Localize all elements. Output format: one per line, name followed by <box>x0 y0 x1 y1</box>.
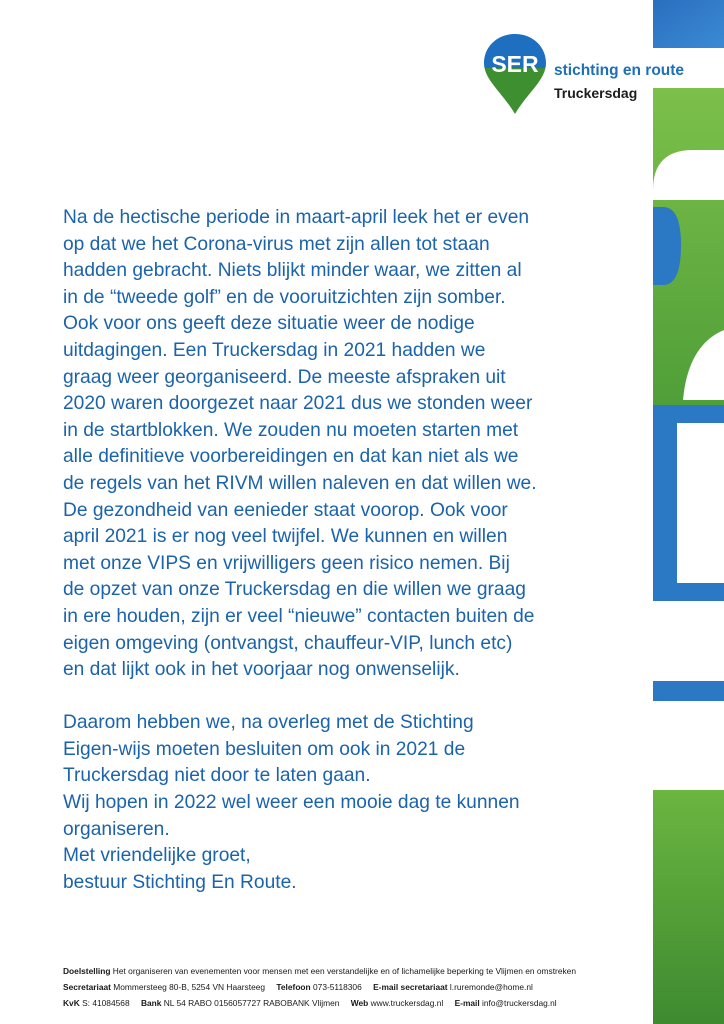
footer-label: Telefoon <box>276 982 311 992</box>
logo-title: stichting en route <box>554 62 685 79</box>
text-line: graag weer georganiseerd. De meeste afspraken uit <box>63 366 506 388</box>
map-pin-logo-icon <box>482 32 548 116</box>
footer-label: KvK <box>63 998 80 1008</box>
paragraph-gap <box>63 684 623 711</box>
footer-label: E-mail secretariaat <box>373 982 448 992</box>
text-line: Ook voor ons geeft deze situatie weer de nodige <box>63 313 475 335</box>
paragraph-2 <box>63 710 623 896</box>
footer-web-link: www.truckersdag.nl <box>370 998 444 1008</box>
text-line: met onze VIPS en vrijwilligers geen risico nemen. Bij <box>63 552 510 574</box>
closing-line: Met vriendelijke groet, <box>63 845 251 867</box>
footer-value: 073-5118306 <box>313 982 362 992</box>
signature-line: bestuur Stichting En Route. <box>63 871 297 893</box>
text-line: organiseren. <box>63 818 170 840</box>
decorative-side-band <box>653 0 724 1024</box>
text-line: op dat we het Corona-virus met zijn allen tot staan <box>63 233 490 255</box>
text-line: Wij hopen in 2022 wel weer een mooie dag te kunnen <box>63 792 520 814</box>
logo-subtitle: Truckersdag <box>554 85 638 101</box>
text-line: Daarom hebben we, na overleg met de Stichting <box>63 712 474 734</box>
footer-label: E-mail <box>454 998 480 1008</box>
text-line: alle definitieve voorbereidingen en dat kan niet als we <box>63 446 519 468</box>
text-line: en dat lijkt ook in het voorjaar nog onwenselijk. <box>63 659 460 681</box>
text-line: Eigen-wijs moeten besluiten om ook in 2021 de <box>63 738 466 760</box>
logo <box>482 32 707 122</box>
text-line: Truckersdag niet door te laten gaan. <box>63 765 371 787</box>
text-line: uitdagingen. Een Truckersdag in 2021 hadden we <box>63 339 486 361</box>
footer <box>63 963 663 1011</box>
footer-line-registration <box>63 995 663 1011</box>
text-line: 2020 waren doorgezet naar 2021 dus we stonden weer <box>63 393 533 415</box>
text-line: hadden gebracht. Niets blijkt minder waar, we zitten al <box>63 260 522 282</box>
logo-initials: SER <box>491 51 539 77</box>
footer-value: S: 41084568 <box>82 998 130 1008</box>
text-line: Na de hectische periode in maart-april leek het er even <box>63 207 530 228</box>
text-line: in ere houden, zijn er veel “nieuwe” contacten buiten de <box>63 605 535 627</box>
text-line: april 2021 is er nog veel twijfel. We kunnen en willen <box>63 526 508 548</box>
text-line: eigen omgeving (ontvangst, chauffeur-VIP, lunch etc) <box>63 632 513 654</box>
text-line: in de startblokken. We zouden nu moeten starten met <box>63 419 519 441</box>
footer-line-contact <box>63 979 663 995</box>
text-line: De gezondheid van eenieder staat voorop. Ook voor <box>63 499 508 521</box>
paragraph-1 <box>63 205 623 684</box>
footer-line-doelstelling <box>63 963 663 979</box>
footer-label: Web <box>350 998 369 1008</box>
text-line: de regels van het RIVM willen naleven en dat willen we. <box>63 472 537 494</box>
text-line: in de “tweede golf” en de vooruitzichten zijn somber. <box>63 286 506 308</box>
footer-label: Bank <box>140 998 162 1008</box>
text-line: de opzet van onze Truckersdag en die willen we graag <box>63 579 526 601</box>
footer-email: info@truckersdag.nl <box>482 998 557 1008</box>
footer-value: Mommersteeg 80-B, 5254 VN Haarsteeg <box>113 982 266 992</box>
footer-value: Het organiseren van evenementen voor mensen met een verstandelijke en of lichamelijke beperking te Vlijmen en omstreken <box>112 966 577 976</box>
letter-body <box>63 205 623 896</box>
footer-value: NL 54 RABO 0156057727 RABOBANK Vlijmen <box>163 998 340 1008</box>
footer-label: Doelstelling <box>63 966 111 976</box>
footer-label: Secretariaat <box>63 982 111 992</box>
footer-email-secretariaat: l.ruremonde@home.nl <box>449 982 533 992</box>
